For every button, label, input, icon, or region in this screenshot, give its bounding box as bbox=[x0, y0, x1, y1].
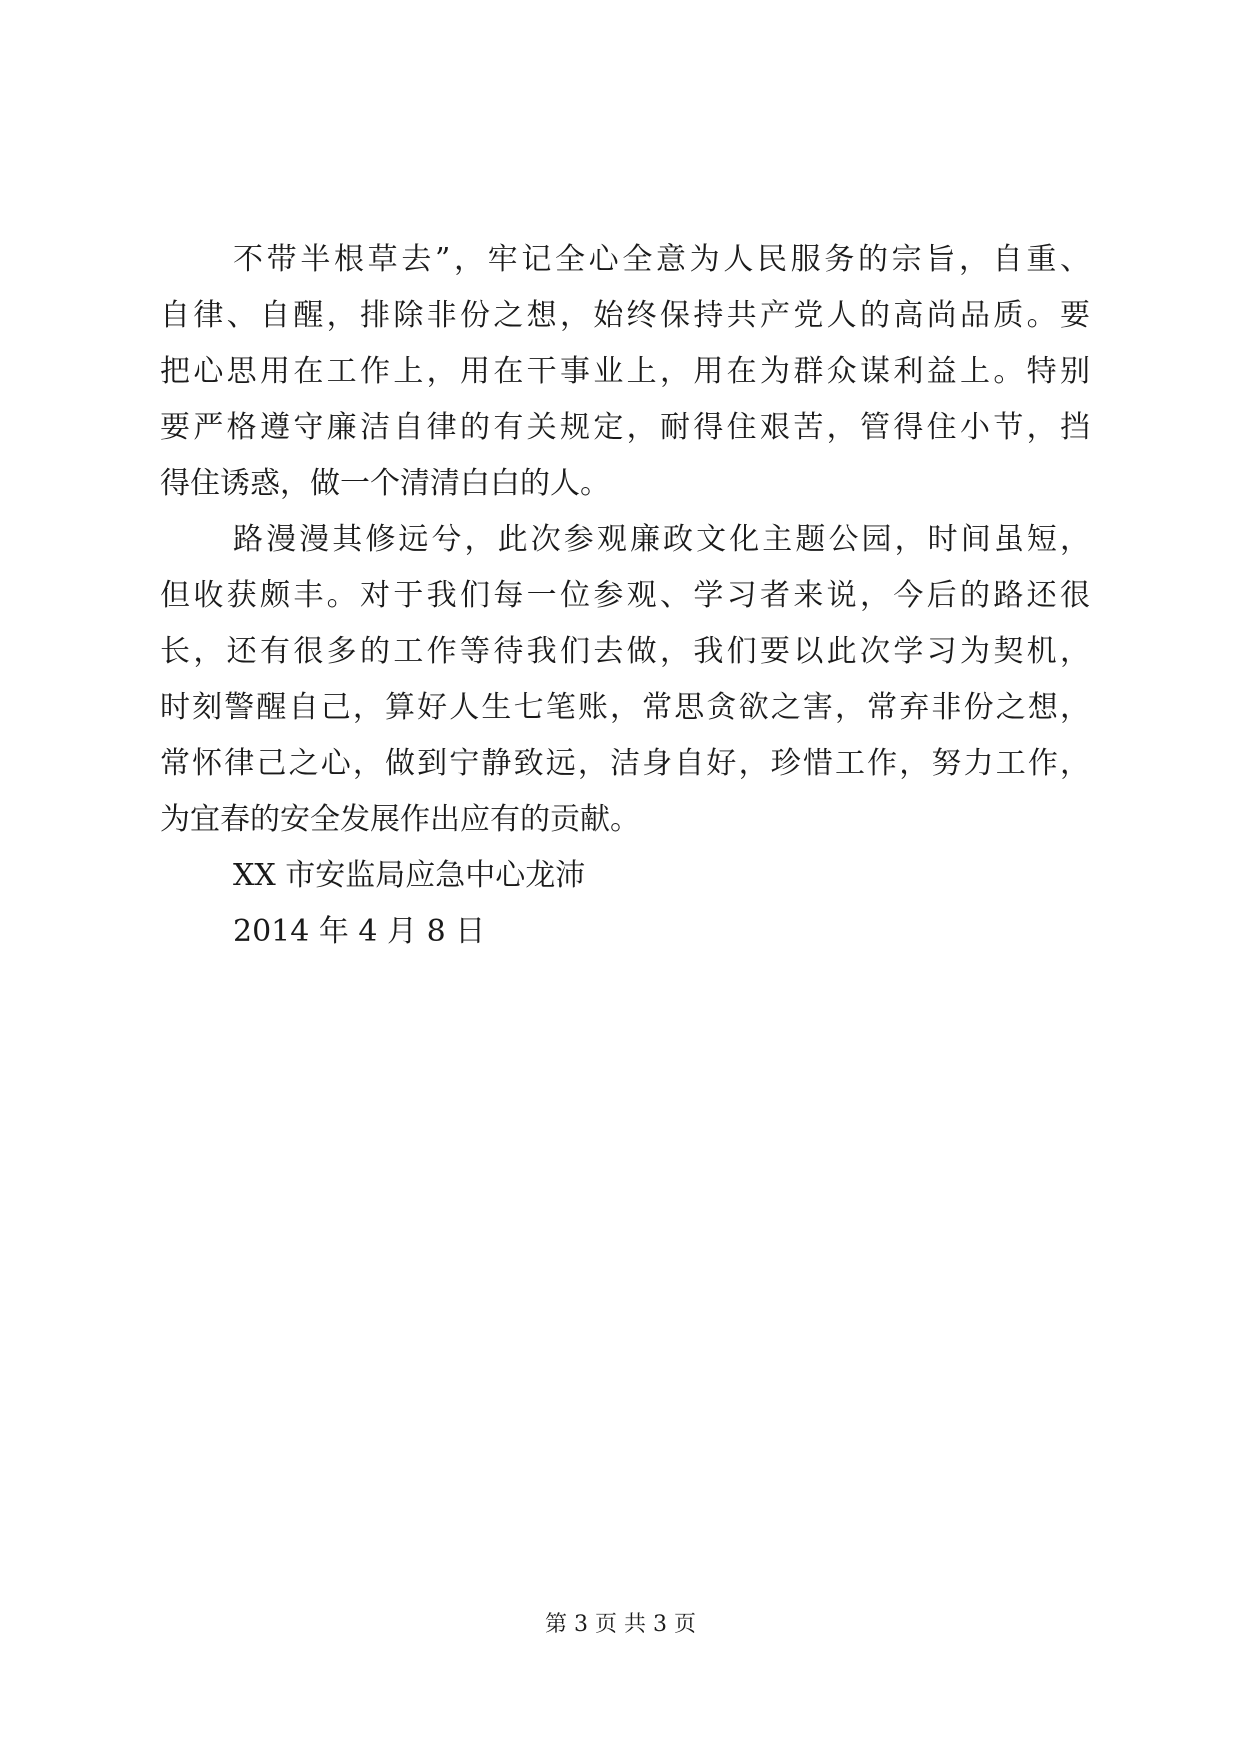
signature: XX 市安监局应急中心龙沛 bbox=[233, 858, 586, 893]
text-line: 为宜春的安全发展作出应有的贡献。 bbox=[160, 802, 640, 837]
text-line: 路漫漫其修远兮，此次参观廉政文化主题公园，时间虽短， bbox=[233, 522, 1090, 557]
document-date: 2014 年 4 月 8 日 bbox=[233, 914, 486, 949]
text-line: 时刻警醒自己，算好人生七笔账，常思贪欲之害，常弃非份之想， bbox=[160, 690, 1090, 725]
text-line: 自律、自醒，排除非份之想，始终保持共产党人的高尚品质。要 bbox=[160, 298, 1090, 333]
text-line: 要严格遵守廉洁自律的有关规定，耐得住艰苦，管得住小节，挡 bbox=[160, 410, 1090, 445]
text-line: 把心思用在工作上，用在干事业上，用在为群众谋利益上。特别 bbox=[160, 354, 1090, 389]
text-line: 不带半根草去”，牢记全心全意为人民服务的宗旨，自重、 bbox=[233, 242, 1090, 277]
text-line: 长，还有很多的工作等待我们去做，我们要以此次学习为契机， bbox=[160, 634, 1090, 669]
text-line: 常怀律己之心，做到宁静致远，洁身自好，珍惜工作，努力工作， bbox=[160, 746, 1090, 781]
paragraph-1 bbox=[160, 232, 1090, 512]
text-line: 但收获颇丰。对于我们每一位参观、学习者来说，今后的路还很 bbox=[160, 578, 1090, 613]
page-number-footer: 第 3 页 共 3 页 bbox=[545, 1612, 696, 1637]
document-body bbox=[160, 232, 1090, 960]
paragraph-2 bbox=[160, 512, 1090, 848]
text-line: 得住诱惑，做一个清清白白的人。 bbox=[160, 466, 610, 501]
